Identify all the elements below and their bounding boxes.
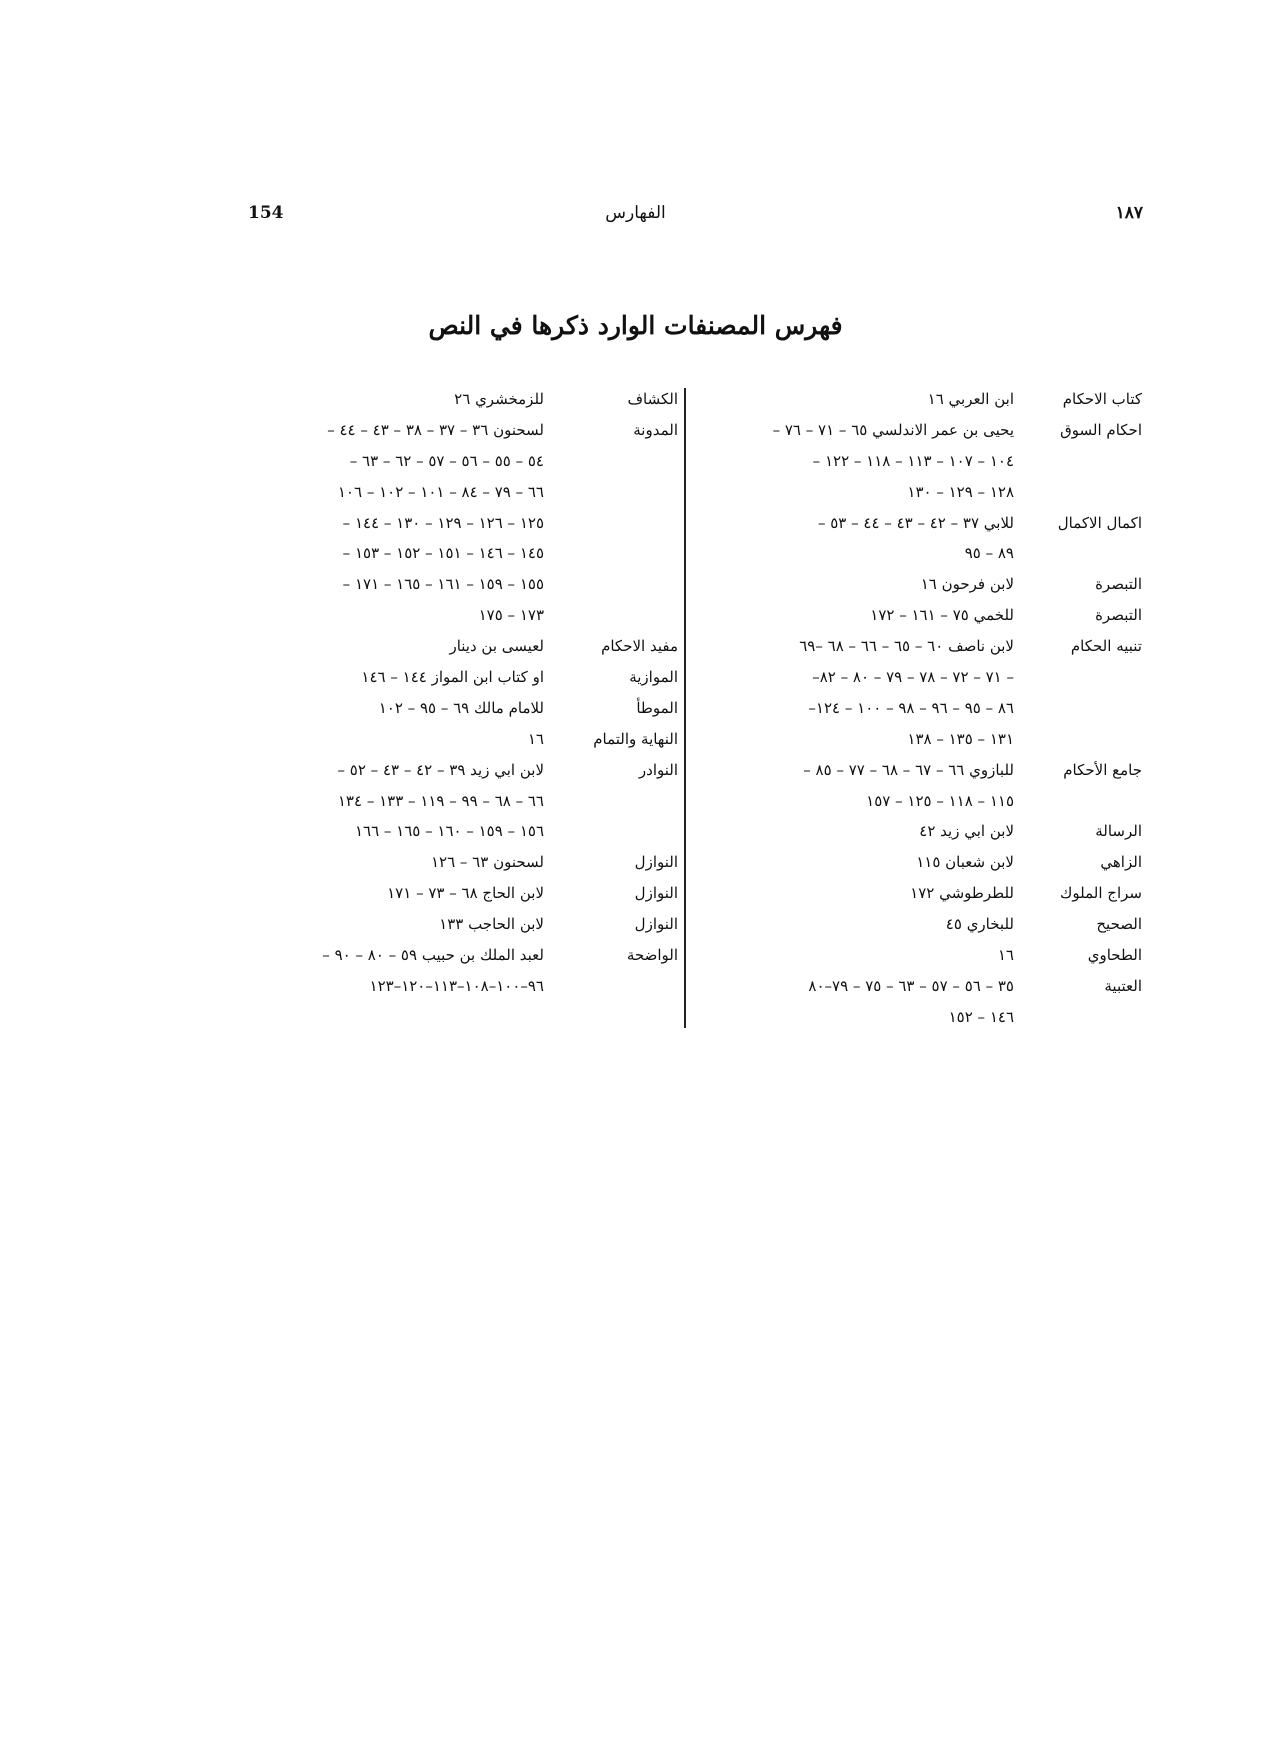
author-and-pages: للزمخشري ٢٦: [454, 390, 544, 408]
index-entry-row: [240, 600, 678, 631]
index-title: فهرس المصنفات الوارد ذكرها في النص: [428, 311, 843, 340]
author-and-pages: ٦٦ – ٧٩ – ٨٤ – ١٠١ – ١٠٢ – ١٠٦: [337, 482, 544, 501]
author-and-pages: ١٤٥ – ١٤٦ – ١٥١ – ١٥٢ – ١٥٣ –: [342, 544, 544, 563]
index-entry-row: [240, 384, 678, 415]
work-title: النوازل: [634, 853, 678, 872]
author-and-pages: ١٦: [997, 946, 1014, 965]
work-title: التبصرة: [1095, 606, 1142, 625]
index-entry-row: [240, 878, 678, 909]
author-and-pages: للبخاري ٤٥: [945, 915, 1014, 934]
author-and-pages: لابن ابي زيد ٤٢: [919, 822, 1014, 841]
author-and-pages: ٩٦–١٠٠–١٠٨–١١٣–١٢٠–١٢٣: [369, 976, 544, 995]
work-title: احكام السوق: [1060, 420, 1142, 439]
author-and-pages: ١٧٣ – ١٧٥: [478, 606, 544, 625]
author-and-pages: ١٢٨ – ١٢٩ – ١٣٠: [907, 482, 1014, 501]
index-entry-row: [692, 816, 1142, 847]
author-and-pages: للبازوي ٦٦ – ٦٧ – ٦٨ – ٧٧ – ٨٥ –: [803, 760, 1014, 779]
index-entry-row: [692, 724, 1142, 755]
index-column-left: [240, 384, 678, 1002]
index-entry-row: [240, 816, 678, 847]
work-title: سراج الملوك: [1060, 884, 1142, 903]
work-title: المدونة: [633, 420, 678, 439]
page-number-latin: 154: [248, 203, 284, 223]
index-entry-row: [692, 971, 1142, 1002]
index-column-right: [692, 384, 1142, 1033]
index-entry-row: [240, 909, 678, 940]
index-entry-row: [240, 755, 678, 786]
index-entry-row: [692, 662, 1142, 693]
work-title: جامع الأحكام: [1063, 760, 1142, 779]
author-and-pages: ٨٩ – ٩٥: [964, 544, 1014, 563]
work-title: النوازل: [634, 915, 678, 934]
work-title: تنبيه الحكام: [1070, 637, 1142, 656]
author-and-pages: لعيسى بن دينار: [449, 637, 544, 656]
author-and-pages: ١٤٦ – ١٥٢: [948, 1007, 1014, 1026]
index-entry-row: [692, 384, 1142, 415]
author-and-pages: يحيى بن عمر الاندلسي ٦٥ – ٧١ – ٧٦ –: [772, 420, 1014, 439]
index-entry-row: [692, 538, 1142, 569]
work-title: النوادر: [638, 760, 678, 779]
author-and-pages: ٦٦ – ٦٨ – ٩٩ – ١١٩ – ١٣٣ – ١٣٤: [337, 791, 544, 810]
work-title: الواضحة: [626, 946, 678, 965]
author-and-pages: ١٣١ – ١٣٥ – ١٣٨: [907, 729, 1014, 748]
work-title: كتاب الاحكام: [1062, 390, 1142, 408]
work-title: التبصرة: [1095, 575, 1142, 594]
author-and-pages: لابن فرحون ١٦: [920, 575, 1014, 594]
work-title: النهاية والتمام: [593, 729, 678, 748]
index-entry-row: [240, 940, 678, 971]
author-and-pages: للخمي ٧٥ – ١٦١ – ١٧٢: [870, 606, 1014, 625]
index-entry-row: [240, 477, 678, 508]
author-and-pages: ١١٥ – ١١٨ – ١٢٥ – ١٥٧: [866, 791, 1014, 810]
index-entry-row: [240, 631, 678, 662]
author-and-pages: للابي ٣٧ – ٤٢ – ٤٣ – ٤٤ – ٥٣ –: [817, 513, 1014, 532]
index-entry-row: [692, 415, 1142, 446]
author-and-pages: لسحنون ٣٦ – ٣٧ – ٣٨ – ٤٣ – ٤٤ –: [327, 420, 544, 439]
column-divider: [684, 388, 686, 1028]
index-entry-row: [240, 508, 678, 539]
author-and-pages: ١٠٤ – ١٠٧ – ١١٣ – ١١٨ – ١٢٢ –: [812, 451, 1014, 470]
author-and-pages: ٨٦ – ٩٥ – ٩٦ – ٩٨ – ١٠٠ – ١٢٤–: [808, 698, 1014, 717]
page-number-arabic: ١٨٧: [1115, 203, 1143, 223]
index-entry-row: [692, 631, 1142, 662]
author-and-pages: – ٧١ – ٧٢ – ٧٨ – ٧٩ – ٨٠ – ٨٢–: [812, 668, 1014, 687]
index-entry-row: [240, 662, 678, 693]
author-and-pages: او كتاب ابن المواز ١٤٤ – ١٤٦: [361, 668, 544, 687]
author-and-pages: لسحنون ٦٣ – ١٢٦: [430, 853, 544, 872]
author-and-pages: ٥٤ – ٥٥ – ٥٦ – ٥٧ – ٦٢ – ٦٣ –: [349, 451, 544, 470]
author-and-pages: ابن العربي ١٦: [927, 390, 1014, 408]
running-header-title: الفهارس: [605, 203, 666, 223]
index-entry-row: [240, 693, 678, 724]
work-title: الصحيح: [1096, 915, 1142, 934]
work-title: الزاهي: [1100, 853, 1142, 872]
index-entry-row: [240, 847, 678, 878]
work-title: الموازية: [629, 668, 678, 687]
index-entry-row: [692, 508, 1142, 539]
work-title: الموطأ: [636, 698, 678, 717]
index-entry-row: [692, 940, 1142, 971]
author-and-pages: ٣٥ – ٥٦ – ٥٧ – ٦٣ – ٧٥ – ٧٩–٨٠: [808, 976, 1014, 995]
index-entry-row: [692, 878, 1142, 909]
work-title: العتبية: [1104, 976, 1142, 995]
index-entry-row: [692, 446, 1142, 477]
index-entry-row: [692, 600, 1142, 631]
work-title: الطحاوي: [1087, 946, 1142, 965]
author-and-pages: لابن ابي زيد ٣٩ – ٤٢ – ٤٣ – ٥٢ –: [337, 760, 544, 779]
index-entry-row: [240, 569, 678, 600]
work-title: الكشاف: [627, 390, 678, 408]
index-entry-row: [692, 693, 1142, 724]
index-entry-row: [692, 847, 1142, 878]
author-and-pages: لابن شعبان ١١٥: [916, 853, 1014, 872]
author-and-pages: لابن ناصف ٦٠ – ٦٥ – ٦٦ – ٦٨ –٦٩: [799, 637, 1014, 656]
index-entry-row: [240, 538, 678, 569]
index-entry-row: [692, 477, 1142, 508]
author-and-pages: للطرطوشي ١٧٢: [910, 884, 1014, 903]
index-entry-row: [692, 755, 1142, 786]
work-title: مفيد الاحكام: [601, 637, 678, 656]
work-title: اكمال الاكمال: [1057, 513, 1142, 532]
author-and-pages: ١٥٦ – ١٥٩ – ١٦٠ – ١٦٥ – ١٦٦: [354, 822, 544, 841]
author-and-pages: ١٥٥ – ١٥٩ – ١٦١ – ١٦٥ – ١٧١ –: [342, 575, 544, 594]
index-entry-row: [240, 786, 678, 817]
author-and-pages: ١٢٥ – ١٢٦ – ١٢٩ – ١٣٠ – ١٤٤ –: [342, 513, 544, 532]
author-and-pages: لابن الحاجب ١٣٣: [439, 915, 544, 934]
index-entry-row: [692, 569, 1142, 600]
index-entry-row: [692, 909, 1142, 940]
index-entry-row: [240, 446, 678, 477]
author-and-pages: لعبد الملك بن حبيب ٥٩ – ٨٠ – ٩٠ –: [322, 946, 544, 965]
work-title: النوازل: [634, 884, 678, 903]
author-and-pages: ١٦: [527, 729, 544, 748]
author-and-pages: للامام مالك ٦٩ – ٩٥ – ١٠٢: [378, 698, 544, 717]
index-entry-row: [240, 724, 678, 755]
index-entry-row: [240, 415, 678, 446]
index-entry-row: [692, 1002, 1142, 1033]
author-and-pages: لابن الحاج ٦٨ – ٧٣ – ١٧١: [387, 884, 544, 903]
page-header: [0, 196, 1271, 230]
index-entry-row: [692, 786, 1142, 817]
work-title: الرسالة: [1095, 822, 1142, 841]
index-entry-row: [240, 971, 678, 1002]
